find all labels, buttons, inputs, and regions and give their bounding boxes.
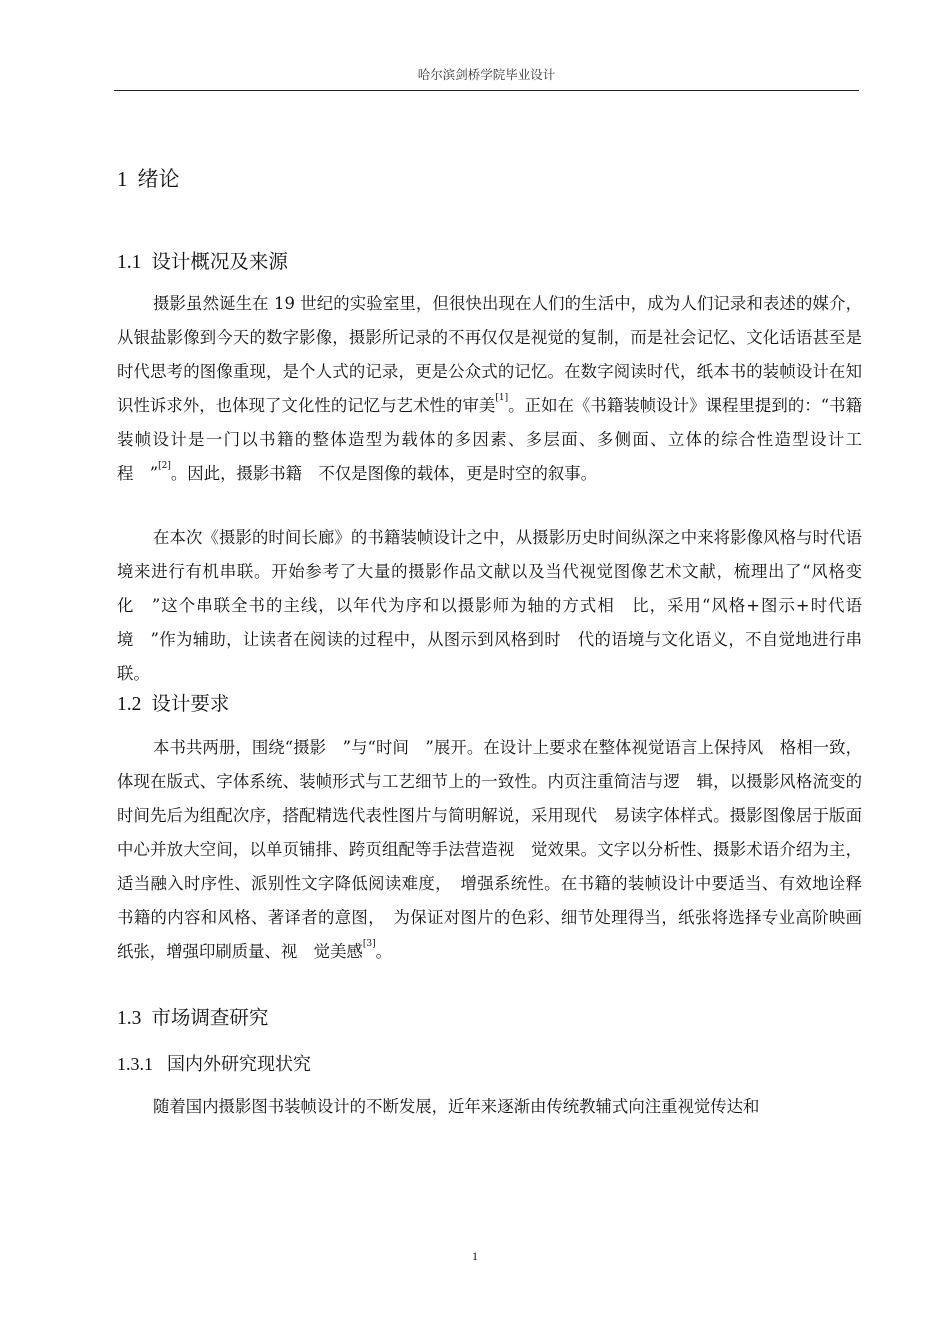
citation-ref: [1]	[495, 393, 509, 403]
chapter-number: 1	[117, 167, 128, 191]
section-number: 1.3	[117, 1008, 142, 1029]
paragraph-text: 本书共两册，围绕“摄影 ”与“时间 ”展开。在设计上要求在整体视觉语言上保持风 格相一致，体现在版式、字体系统、装帧形式与工艺细节上的一致性。内页注重简洁与逻 辑，以摄影风格流变的时间先后为组配次序，搭配精选代表性图片与简明解说，采用现代 易读字体样式。摄影图像居于版面中心并放大空间，以单页铺排、跨页组配等手法营造视 觉效果。文字以分析性、摄影术语介绍为主，适当融入时序性、派别性文字降低阅读难度， 增强系统性。在书籍的装帧设计中要适当、有效地诠释书籍的内容和风格、著译者的意图， 为保证对图片的色彩、细节处理得当，纸张将选择专业高阶映画纸张，增强印刷质量、视 觉美感	[117, 738, 862, 961]
header-title: 哈尔滨剑桥学院毕业设计	[417, 67, 556, 82]
citation-ref: [2]	[158, 461, 171, 471]
paragraph-1-3-1-1	[117, 1090, 862, 1124]
section-heading-1-1	[117, 248, 288, 277]
paragraph-text: 。	[375, 942, 392, 961]
page-number: 1	[472, 1249, 478, 1263]
subsection-number: 1.3.1	[117, 1054, 153, 1074]
citation-ref: [3]	[362, 939, 376, 949]
paragraph-text: 。正如在《书籍装帧设计》课程里提到的：“书籍装帧设计是一门以书籍的整体造型为载体的多因素、多层面、多侧面、立体的综合性造型设计工程 ”	[117, 396, 862, 483]
subsection-title: 国内外研究现状究	[167, 1054, 311, 1075]
subsection-heading-1-3-1	[117, 1051, 311, 1078]
paragraph-1-2-1	[117, 731, 862, 969]
page-header	[114, 66, 859, 91]
section-title: 市场调查研究	[151, 1006, 269, 1029]
chapter-heading	[117, 164, 180, 194]
paragraph-text: 在本次《摄影的时间长廊》的书籍装帧设计之中，从摄影历史时间纵深之中来将影像风格与时代语境来进行有机串联。开始参考了大量的摄影作品文献以及当代视觉图像艺术文献，梳理出了“风格变化 ”这个串联全书的主线，以年代为序和以摄影师为轴的方式相 比，采用“风格+图示+时代语境 ”作为辅助，让读者在阅读的过程中，从图示到风格到时 代的语境与文化语义，不自觉地进行串联。	[117, 528, 862, 683]
section-number: 1.2	[117, 694, 142, 715]
section-heading-1-3	[117, 1004, 268, 1033]
paragraph-1-1-2	[117, 521, 862, 691]
paragraph-1-1-1	[117, 287, 862, 491]
section-title: 设计要求	[151, 692, 230, 715]
paragraph-text: 随着国内摄影图书装帧设计的不断发展，近年来逐渐由传统教辅式向注重视觉传达和	[153, 1097, 760, 1116]
section-number: 1.1	[117, 252, 142, 273]
section-title: 设计概况及来源	[151, 250, 288, 273]
paragraph-text: 摄影虽然诞生在 19 世纪的实验室里，但很快出现在人们的生活中，成为人们记录和表述的媒介，从银盐影像到今天的数字影像，摄影所记录的不再仅仅是视觉的复制，而是社会记忆、文化话语甚至是时代思考的图像重现，是个人式的记录，更是公众式的记忆。在数字阅读时代，纸本书的装帧设计在知识性诉求外，也体现了文化性的记忆与艺术性的审美	[117, 294, 862, 415]
section-heading-1-2	[117, 690, 229, 719]
paragraph-text: 。因此，摄影书籍 不仅是图像的载体，更是时空的叙事。	[170, 464, 598, 483]
chapter-title: 绪论	[137, 167, 180, 191]
